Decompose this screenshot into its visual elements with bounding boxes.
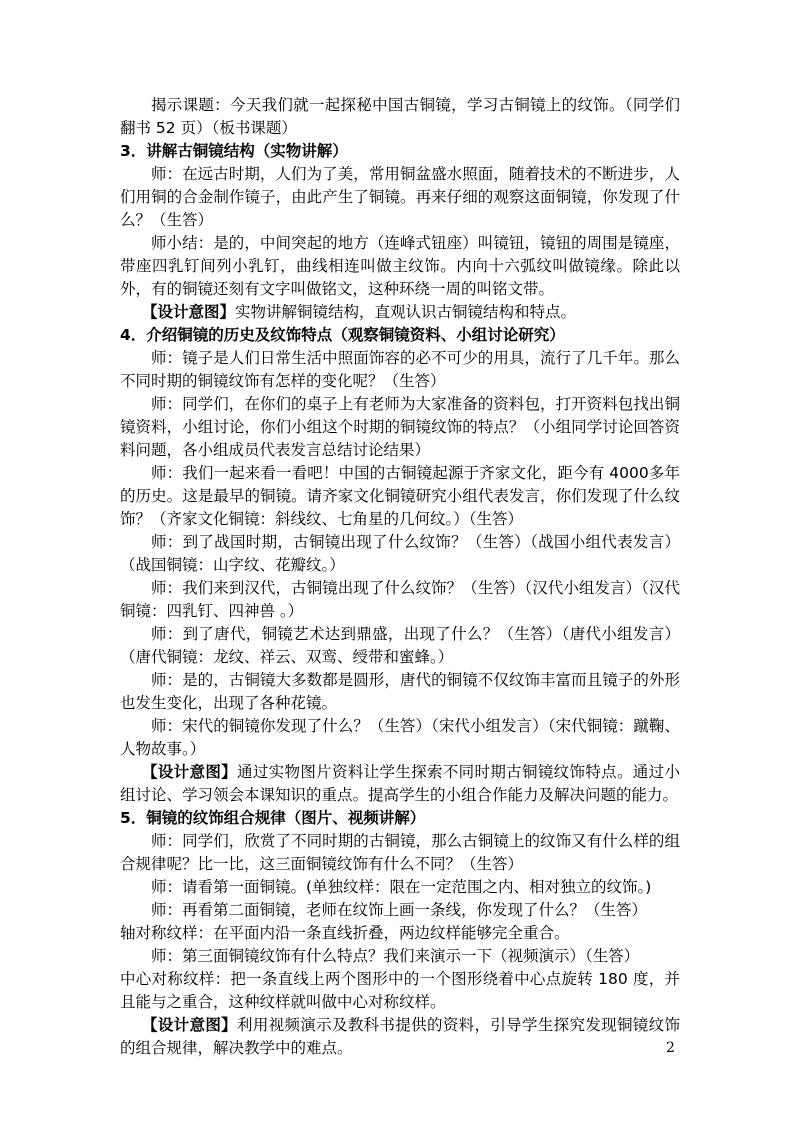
- body-paragraph: 师：是的，古铜镜大多数都是圆形，唐代的铜镜不仅纹饰丰富而且镜子的外形也发生变化，出现了各种花镜。: [120, 671, 680, 712]
- body-paragraph: 师：到了战国时期，古铜镜出现了什么纹饰？（生答）（战国小组代表发言）（战国铜镜：山字纹、花瓣纹。）: [120, 533, 680, 574]
- design-intent-label: 【设计意图】: [142, 763, 237, 781]
- body-paragraph: 师：镜子是人们日常生活中照面饰容的必不可少的用具，流行了几千年。那么不同时期的铜镜纹饰有怎样的变化呢？（生答）: [120, 349, 680, 390]
- body-paragraph: 揭示课题：今天我们就一起探秘中国古铜镜，学习古铜镜上的纹饰。（同学们翻书 52 页）（板书课题）: [120, 96, 680, 137]
- body-paragraph: 师：我们来到汉代，古铜镜出现了什么纹饰？（生答）（汉代小组发言）（汉代铜镜：四乳钉、四神兽 。）: [120, 579, 680, 620]
- page-number: 2: [666, 1040, 675, 1056]
- design-intent-label: 【设计意图】: [142, 303, 236, 321]
- body-paragraph: 师：同学们，欣赏了不同时期的古铜镜，那么古铜镜上的纹饰又有什么样的组合规律呢？比一比，这三面铜镜纹饰有什么不同？（生答）: [120, 832, 680, 873]
- design-intent-text: 利用视频演示及教科书提供的资料，引导学生探究发现铜镜纹饰的组合规律，解决教学中的难点。: [120, 1016, 680, 1057]
- body-paragraph: 师：再看第二面铜镜，老师在纹饰上画一条线，你发现了什么？（生答）: [151, 901, 648, 919]
- body-paragraph: 师：我们一起来看一看吧！中国的古铜镜起源于齐家文化，距今有 4000多年的历史。这是最早的铜镜。请齐家文化铜镜研究小组代表发言，你们发现了什么纹饰？（齐家文化铜镜：斜线纹、七角星的几何纹。）（生答）: [120, 464, 680, 528]
- body-paragraph: 中心对称纹样：把一条直线上两个图形中的一个图形绕着中心点旋转 180 度，并且能与之重合，这种纹样就叫做中心对称纹样。: [120, 970, 680, 1011]
- body-paragraph: 师：同学们，在你们的桌子上有老师为大家准备的资料包，打开资料包找出铜镜资料，小组讨论，你们小组这个时期的铜镜纹饰的特点？（小组同学讨论回答资料问题，各小组成员代表发言总结讨论结果）: [120, 395, 680, 459]
- design-intent-text: 实物讲解铜镜结构，直观认识古铜镜结构和特点。: [235, 303, 577, 321]
- section-heading: 4．介绍铜镜的历史及纹饰特点（观察铜镜资料、小组讨论研究）: [120, 326, 565, 344]
- design-intent-text: 通过实物图片资料让学生探索不同时期古铜镜纹饰特点。通过小组讨论、学习领会本课知识的重点。提高学生的小组合作能力及解决问题的能力。: [120, 763, 680, 804]
- body-paragraph: 师小结：是的，中间突起的地方（连峰式钮座）叫镜钮，镜钮的周围是镜座，带座四乳钉间列小乳钉，曲线相连叫做主纹饰。内向十六弧纹叫做镜缘。除此以外，有的铜镜还刻有文字叫做铭文，这种环绕一周的叫铭文带。: [120, 234, 680, 298]
- body-paragraph: 师：请看第一面铜镜。(单独纹样：限在一定范围之内、相对独立的纹饰。): [151, 878, 652, 896]
- body-paragraph: 师：宋代的铜镜你发现了什么？（生答）（宋代小组发言）（宋代铜镜：蹴鞠、人物故事。）: [120, 717, 680, 758]
- document-body: [120, 94, 680, 1060]
- body-paragraph: 师：到了唐代，铜镜艺术达到鼎盛，出现了什么？（生答）（唐代小组发言）（唐代铜镜：龙纹、祥云、双鸾、绶带和蜜蜂。）: [120, 625, 680, 666]
- design-intent-paragraph: [120, 761, 680, 807]
- body-paragraph: 师：在远古时期，人们为了美，常用铜盆盛水照面，随着技术的不断进步，人们用铜的合金制作镜子，由此产生了铜镜。再来仔细的观察这面铜镜，你发现了什么？（生答）: [120, 165, 680, 229]
- design-intent-label: 【设计意图】: [142, 1016, 237, 1034]
- body-paragraph: 师：第三面铜镜纹饰有什么特点？我们来演示一下（视频演示）（生答）: [151, 947, 640, 965]
- body-paragraph: 轴对称纹样：在平面内沿一条直线折叠，两边纹样能够完全重合。: [120, 924, 570, 942]
- section-heading: 5．铜镜的纹饰组合规律（图片、视频讲解）: [120, 809, 426, 827]
- design-intent-paragraph: [120, 1014, 680, 1060]
- design-intent-paragraph: [120, 301, 680, 324]
- section-heading: 3．讲解古铜镜结构（实物讲解）: [120, 142, 348, 160]
